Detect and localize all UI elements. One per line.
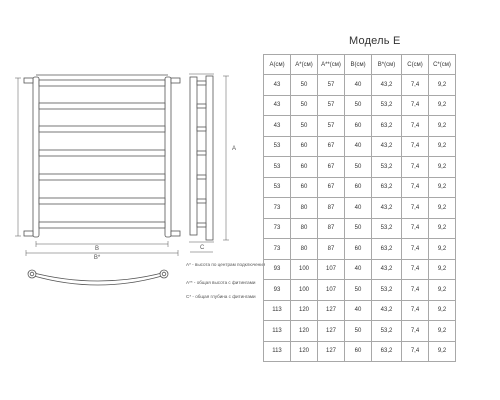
- table-cell: 67: [318, 136, 345, 157]
- table-row: [264, 280, 456, 301]
- table-cell: 53,2: [372, 95, 402, 116]
- table-cell: 53,2: [372, 157, 402, 178]
- dimension-b-star-label: B*: [93, 255, 101, 261]
- table-cell: 63,2: [372, 116, 402, 137]
- table-cell: 9,2: [429, 218, 456, 239]
- table-cell: 67: [318, 177, 345, 198]
- table-cell: 7,4: [402, 321, 429, 342]
- table-row: [264, 218, 456, 239]
- table-cell: 63,2: [372, 239, 402, 260]
- table-cell: 50: [291, 95, 318, 116]
- table-cell: 57: [318, 116, 345, 137]
- table-row: [264, 239, 456, 260]
- table-row: [264, 341, 456, 362]
- table-row: [264, 75, 456, 96]
- table-cell: 120: [291, 341, 318, 362]
- table-row: [264, 95, 456, 116]
- table-cell: 127: [318, 300, 345, 321]
- column-header: A**(см): [318, 55, 345, 75]
- table-cell: 60: [345, 239, 372, 260]
- column-header: C*(см): [429, 55, 456, 75]
- table-row: [264, 198, 456, 219]
- table-cell: 100: [291, 259, 318, 280]
- table-cell: 7,4: [402, 218, 429, 239]
- table-cell: 50: [345, 321, 372, 342]
- table-cell: 57: [318, 95, 345, 116]
- table-header-row: [264, 55, 456, 75]
- table-cell: 53: [264, 136, 291, 157]
- table-cell: 107: [318, 259, 345, 280]
- table-cell: 7,4: [402, 95, 429, 116]
- column-header: A*(см): [291, 55, 318, 75]
- table-cell: 7,4: [402, 341, 429, 362]
- table-cell: 43: [264, 75, 291, 96]
- table-cell: 113: [264, 341, 291, 362]
- table-cell: 53: [264, 157, 291, 178]
- column-header: B*(см): [372, 55, 402, 75]
- table-cell: 73: [264, 218, 291, 239]
- table-cell: 53,2: [372, 321, 402, 342]
- table-cell: 127: [318, 341, 345, 362]
- table-cell: 50: [291, 75, 318, 96]
- table-cell: 9,2: [429, 177, 456, 198]
- table-cell: 9,2: [429, 300, 456, 321]
- table-body: [264, 75, 456, 362]
- table-row: [264, 321, 456, 342]
- table-cell: 9,2: [429, 280, 456, 301]
- table-cell: 80: [291, 218, 318, 239]
- table-cell: 50: [291, 116, 318, 137]
- table-cell: 43,2: [372, 136, 402, 157]
- table-cell: 7,4: [402, 136, 429, 157]
- table-cell: 40: [345, 136, 372, 157]
- table-cell: 9,2: [429, 259, 456, 280]
- table-cell: 50: [345, 218, 372, 239]
- table-cell: 120: [291, 300, 318, 321]
- front-view: [15, 75, 180, 256]
- dimension-b-label: B: [94, 246, 100, 252]
- table-row: [264, 177, 456, 198]
- table-cell: 7,4: [402, 259, 429, 280]
- table-cell: 63,2: [372, 177, 402, 198]
- table-cell: 7,4: [402, 177, 429, 198]
- table-cell: 73: [264, 198, 291, 219]
- table-cell: 80: [291, 239, 318, 260]
- table-cell: 80: [291, 198, 318, 219]
- table-cell: 93: [264, 259, 291, 280]
- table-cell: 113: [264, 321, 291, 342]
- table-cell: 9,2: [429, 341, 456, 362]
- bottom-view: [28, 270, 168, 285]
- model-title: Модель Е: [349, 35, 401, 47]
- table-row: [264, 116, 456, 137]
- table-cell: 43,2: [372, 300, 402, 321]
- table-row: [264, 259, 456, 280]
- table-cell: 57: [318, 75, 345, 96]
- table-cell: 87: [318, 198, 345, 219]
- table-cell: 43,2: [372, 198, 402, 219]
- table-cell: 9,2: [429, 136, 456, 157]
- table-cell: 7,4: [402, 198, 429, 219]
- table-cell: 63,2: [372, 341, 402, 362]
- table-cell: 60: [291, 136, 318, 157]
- table-cell: 7,4: [402, 75, 429, 96]
- table-cell: 43: [264, 95, 291, 116]
- legend-note-a-double-star: A** - общая высота с фитингами: [186, 280, 256, 285]
- table-cell: 9,2: [429, 198, 456, 219]
- column-header: B(см): [345, 55, 372, 75]
- table-cell: 60: [345, 116, 372, 137]
- table-cell: 43,2: [372, 259, 402, 280]
- table-cell: 73: [264, 239, 291, 260]
- table-cell: 87: [318, 239, 345, 260]
- table-cell: 120: [291, 321, 318, 342]
- table-cell: 43: [264, 116, 291, 137]
- table-cell: 7,4: [402, 116, 429, 137]
- column-header: A(см): [264, 55, 291, 75]
- table-cell: 50: [345, 157, 372, 178]
- table-cell: 7,4: [402, 239, 429, 260]
- column-header: C(см): [402, 55, 429, 75]
- table-cell: 50: [345, 280, 372, 301]
- table-cell: 127: [318, 321, 345, 342]
- table-cell: 87: [318, 218, 345, 239]
- table-cell: 60: [345, 341, 372, 362]
- table-cell: 60: [291, 177, 318, 198]
- table-cell: 9,2: [429, 95, 456, 116]
- table-cell: 43,2: [372, 75, 402, 96]
- table-cell: 40: [345, 300, 372, 321]
- table-cell: 107: [318, 280, 345, 301]
- table-cell: 40: [345, 75, 372, 96]
- table-cell: 67: [318, 157, 345, 178]
- table-cell: 53,2: [372, 280, 402, 301]
- legend-note-c-star: C* - общая глубина с фитингами: [186, 294, 256, 299]
- table-cell: 9,2: [429, 75, 456, 96]
- table-cell: 7,4: [402, 300, 429, 321]
- table-row: [264, 300, 456, 321]
- table-cell: 113: [264, 300, 291, 321]
- table-cell: 53: [264, 177, 291, 198]
- table-cell: 100: [291, 280, 318, 301]
- table-cell: 60: [345, 177, 372, 198]
- table-cell: 60: [291, 157, 318, 178]
- table-cell: 50: [345, 95, 372, 116]
- table-cell: 9,2: [429, 116, 456, 137]
- table-cell: 9,2: [429, 321, 456, 342]
- dimension-a-label: A: [232, 146, 237, 152]
- table-row: [264, 136, 456, 157]
- legend-note-a-star: A* - высота по центрам подключения: [186, 262, 266, 267]
- table-cell: 93: [264, 280, 291, 301]
- table-cell: 40: [345, 259, 372, 280]
- table-cell: 9,2: [429, 239, 456, 260]
- table-cell: 7,4: [402, 157, 429, 178]
- table-cell: 9,2: [429, 157, 456, 178]
- dimensions-table: [263, 54, 456, 362]
- dimension-c-label: C: [200, 245, 205, 251]
- side-view: [189, 74, 229, 252]
- table-row: [264, 157, 456, 178]
- table-cell: 53,2: [372, 218, 402, 239]
- table-cell: 40: [345, 198, 372, 219]
- table-cell: 7,4: [402, 280, 429, 301]
